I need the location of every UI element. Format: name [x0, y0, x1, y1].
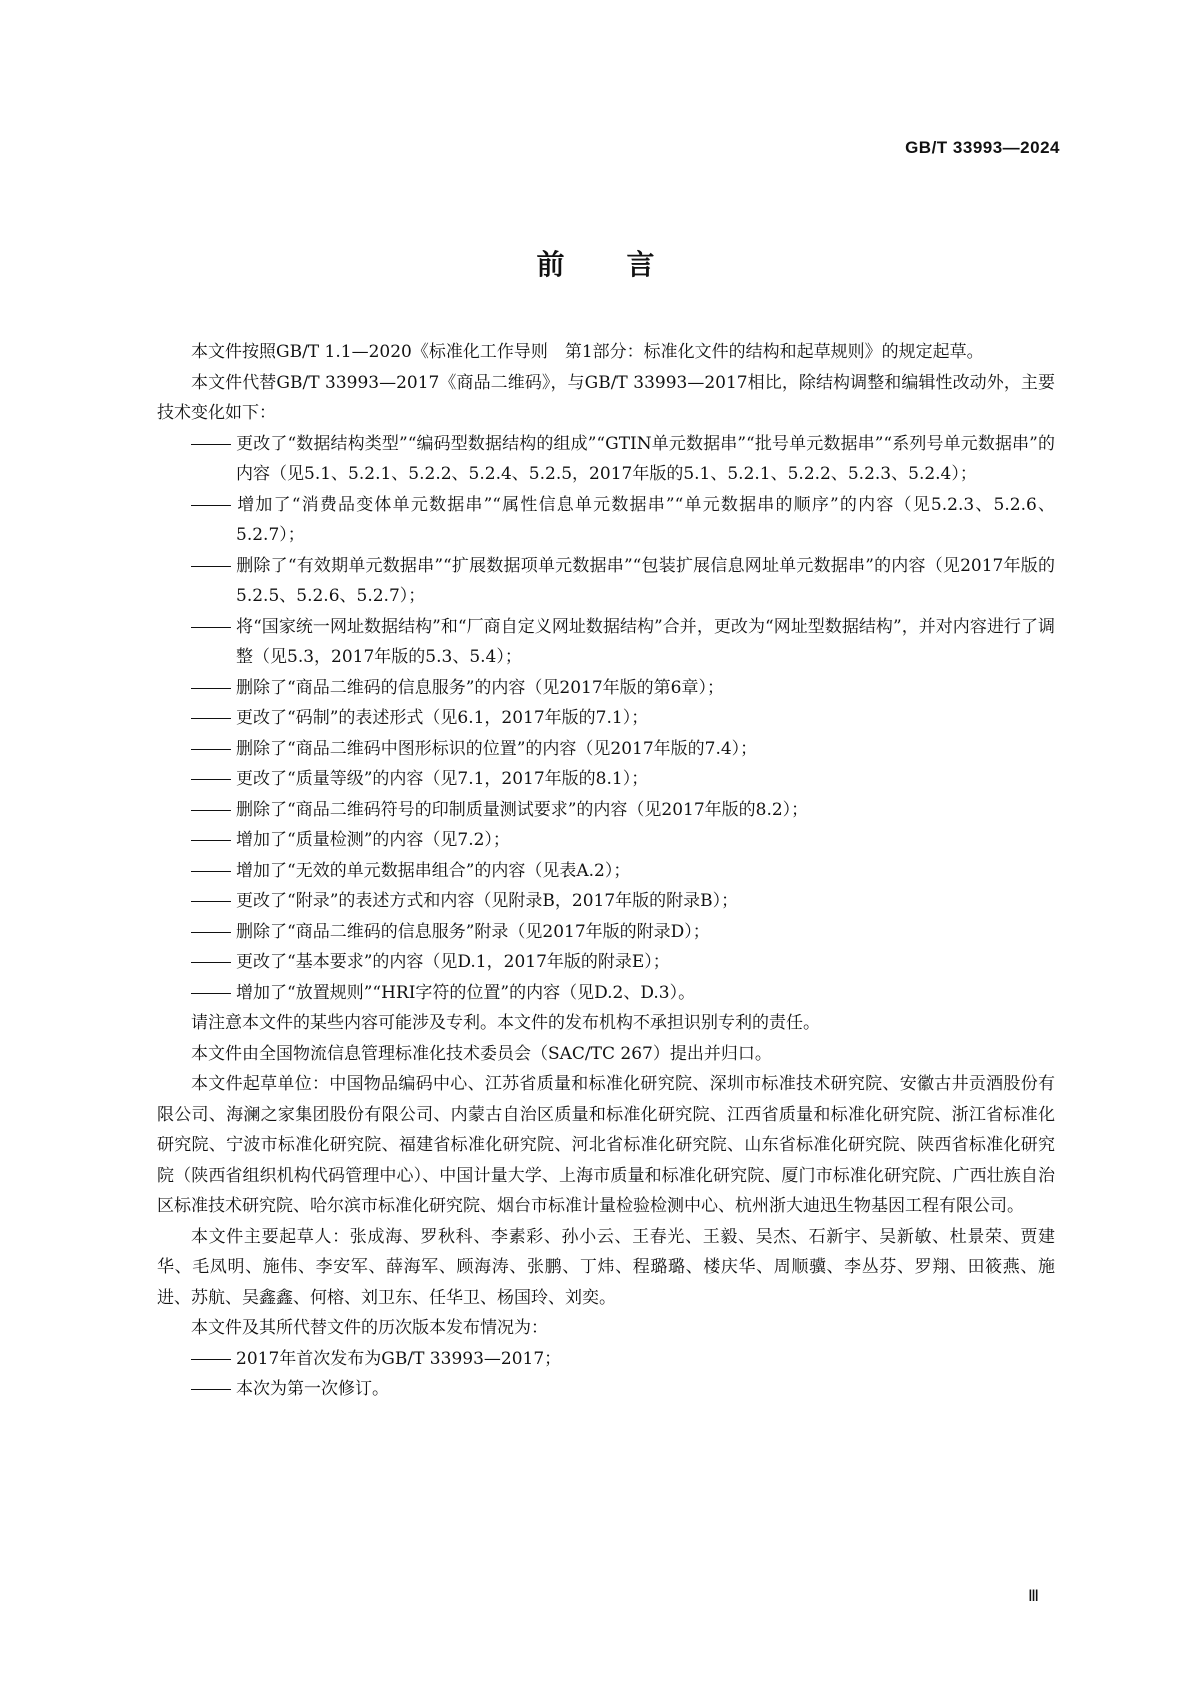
change-text: 删除了“商品二维码的信息服务”附录（见2017年版的附录D）；	[236, 921, 710, 942]
change-item	[157, 825, 1055, 856]
change-text: 更改了“码制”的表述形式（见6.1，2017年版的7.1）；	[236, 708, 649, 728]
dash-mark	[191, 947, 236, 978]
history-text: 本次为第一次修订。	[236, 1379, 389, 1399]
paragraph-committee: 本文件由全国物流信息管理标准化技术委员会（SAC/TC 267）提出并归口。	[191, 1043, 772, 1064]
dash-mark	[191, 1344, 236, 1375]
change-item	[157, 947, 1055, 978]
change-item	[157, 795, 1055, 826]
dash-mark	[191, 764, 236, 795]
change-item	[157, 886, 1055, 917]
dash-mark	[191, 825, 236, 856]
change-text: 增加了“放置规则”“HRI字符的位置”的内容（见D.2、D.3）。	[236, 982, 696, 1003]
standard-number: GB/T 33993—2024	[905, 138, 1060, 157]
paragraph-drafting-rules: 本文件按照GB/T 1.1—2020《标准化工作导则 第1部分：标准化文件的结构和起草规则》的规定起草。	[191, 342, 984, 362]
change-text: 删除了“商品二维码中图形标识的位置”的内容（见2017年版的7.4）；	[236, 738, 758, 759]
dash-mark	[191, 1374, 236, 1405]
dash-mark	[191, 795, 236, 826]
history-item	[157, 1374, 1055, 1405]
change-item	[157, 429, 1055, 490]
foreword-body	[157, 337, 1055, 1405]
change-item	[157, 917, 1055, 948]
dash-mark	[191, 490, 236, 521]
change-text: 增加了“质量检测”的内容（见7.2）；	[236, 830, 510, 850]
dash-mark	[191, 917, 236, 948]
change-text: 更改了“基本要求”的内容（见D.1，2017年版的附录E）；	[236, 952, 670, 972]
change-text: 更改了“附录”的表述方式和内容（见附录B，2017年版的附录B）；	[236, 891, 739, 911]
change-item	[157, 551, 1055, 612]
change-item	[157, 673, 1055, 704]
change-item	[157, 612, 1055, 673]
change-text: 删除了“商品二维码的信息服务”的内容（见2017年版的第6章）；	[236, 677, 724, 698]
change-text: 更改了“数据结构类型”“编码型数据结构的组成”“GTIN单元数据串”“批号单元数据串”“系列号单元数据串”的内容（见5.1、5.2.1、5.2.2、5.2.4、5.2.5，2017年版的5.1、5.2.1、5.2.2、5.2.3、5.2.4）；	[236, 433, 1055, 484]
dash-mark	[191, 856, 236, 887]
dash-mark	[191, 429, 236, 460]
change-text: 将“国家统一网址数据结构”和“厂商自定义网址数据结构”合并，更改为“网址型数据结构”，并对内容进行了调整（见5.3，2017年版的5.3、5.4）；	[236, 616, 1055, 667]
page-title: 前言	[536, 248, 717, 281]
change-text: 增加了“无效的单元数据串组合”的内容（见表A.2）；	[236, 860, 631, 881]
paragraph-replacement: 本文件代替GB/T 33993—2017《商品二维码》，与GB/T 33993—2017相比，除结构调整和编辑性改动外，主要技术变化如下：	[157, 372, 1055, 423]
change-text: 增加了“消费品变体单元数据串”“属性信息单元数据串”“单元数据串的顺序”的内容（见5.2.3、5.2.6、5.2.7）；	[236, 494, 1055, 545]
change-item	[157, 764, 1055, 795]
dash-mark	[191, 612, 236, 643]
dash-mark	[191, 703, 236, 734]
change-text: 删除了“有效期单元数据串”“扩展数据项单元数据串”“包装扩展信息网址单元数据串”的内容（见2017年版的5.2.5、5.2.6、5.2.7）；	[236, 555, 1055, 606]
dash-mark	[191, 886, 236, 917]
history-item	[157, 1344, 1055, 1375]
history-text: 2017年首次发布为GB/T 33993—2017；	[236, 1348, 562, 1369]
change-text: 更改了“质量等级”的内容（见7.1，2017年版的8.1）；	[236, 769, 649, 789]
change-item	[157, 856, 1055, 887]
change-item	[157, 703, 1055, 734]
change-text: 删除了“商品二维码符号的印制质量测试要求”的内容（见2017年版的8.2）；	[236, 799, 809, 820]
dash-mark	[191, 551, 236, 582]
paragraph-drafting-units: 本文件起草单位：中国物品编码中心、江苏省质量和标准化研究院、深圳市标准技术研究院、安徽古井贡酒股份有限公司、海澜之家集团股份有限公司、内蒙古自治区质量和标准化研究院、江西省质量和标准化研究院、浙江省标准化研究院、宁波市标准化研究院、福建省标准化研究院、河北省标准化研究院、山东省标准化研究院、陕西省标准化研究院（陕西省组织机构代码管理中心）、中国计量大学、上海市质量和标准化研究院、厦门市标准化研究院、广西壮族自治区标准技术研究院、哈尔滨市标准化研究院、烟台市标准计量检验检测中心、杭州浙大迪迅生物基因工程有限公司。	[157, 1074, 1055, 1216]
page-number: Ⅲ	[1027, 1588, 1039, 1605]
paragraph-history-intro: 本文件及其所代替文件的历次版本发布情况为：	[191, 1318, 548, 1338]
paragraph-patent-notice: 请注意本文件的某些内容可能涉及专利。本文件的发布机构不承担识别专利的责任。	[191, 1013, 820, 1033]
paragraph-drafters: 本文件主要起草人：张成海、罗秋科、李素彩、孙小云、王春光、王毅、吴杰、石新宇、吴新敏、杜景荣、贾建华、毛凤明、施伟、李安军、薛海军、顾海涛、张鹏、丁炜、程璐璐、楼庆华、周顺骥、李丛芬、罗翔、田筱燕、施进、苏航、吴鑫鑫、何榕、刘卫东、任华卫、杨国玲、刘奕。	[157, 1226, 1055, 1308]
change-item	[157, 490, 1055, 551]
dash-mark	[191, 734, 236, 765]
change-item	[157, 734, 1055, 765]
dash-mark	[191, 978, 236, 1009]
dash-mark	[191, 673, 236, 704]
change-item	[157, 978, 1055, 1009]
